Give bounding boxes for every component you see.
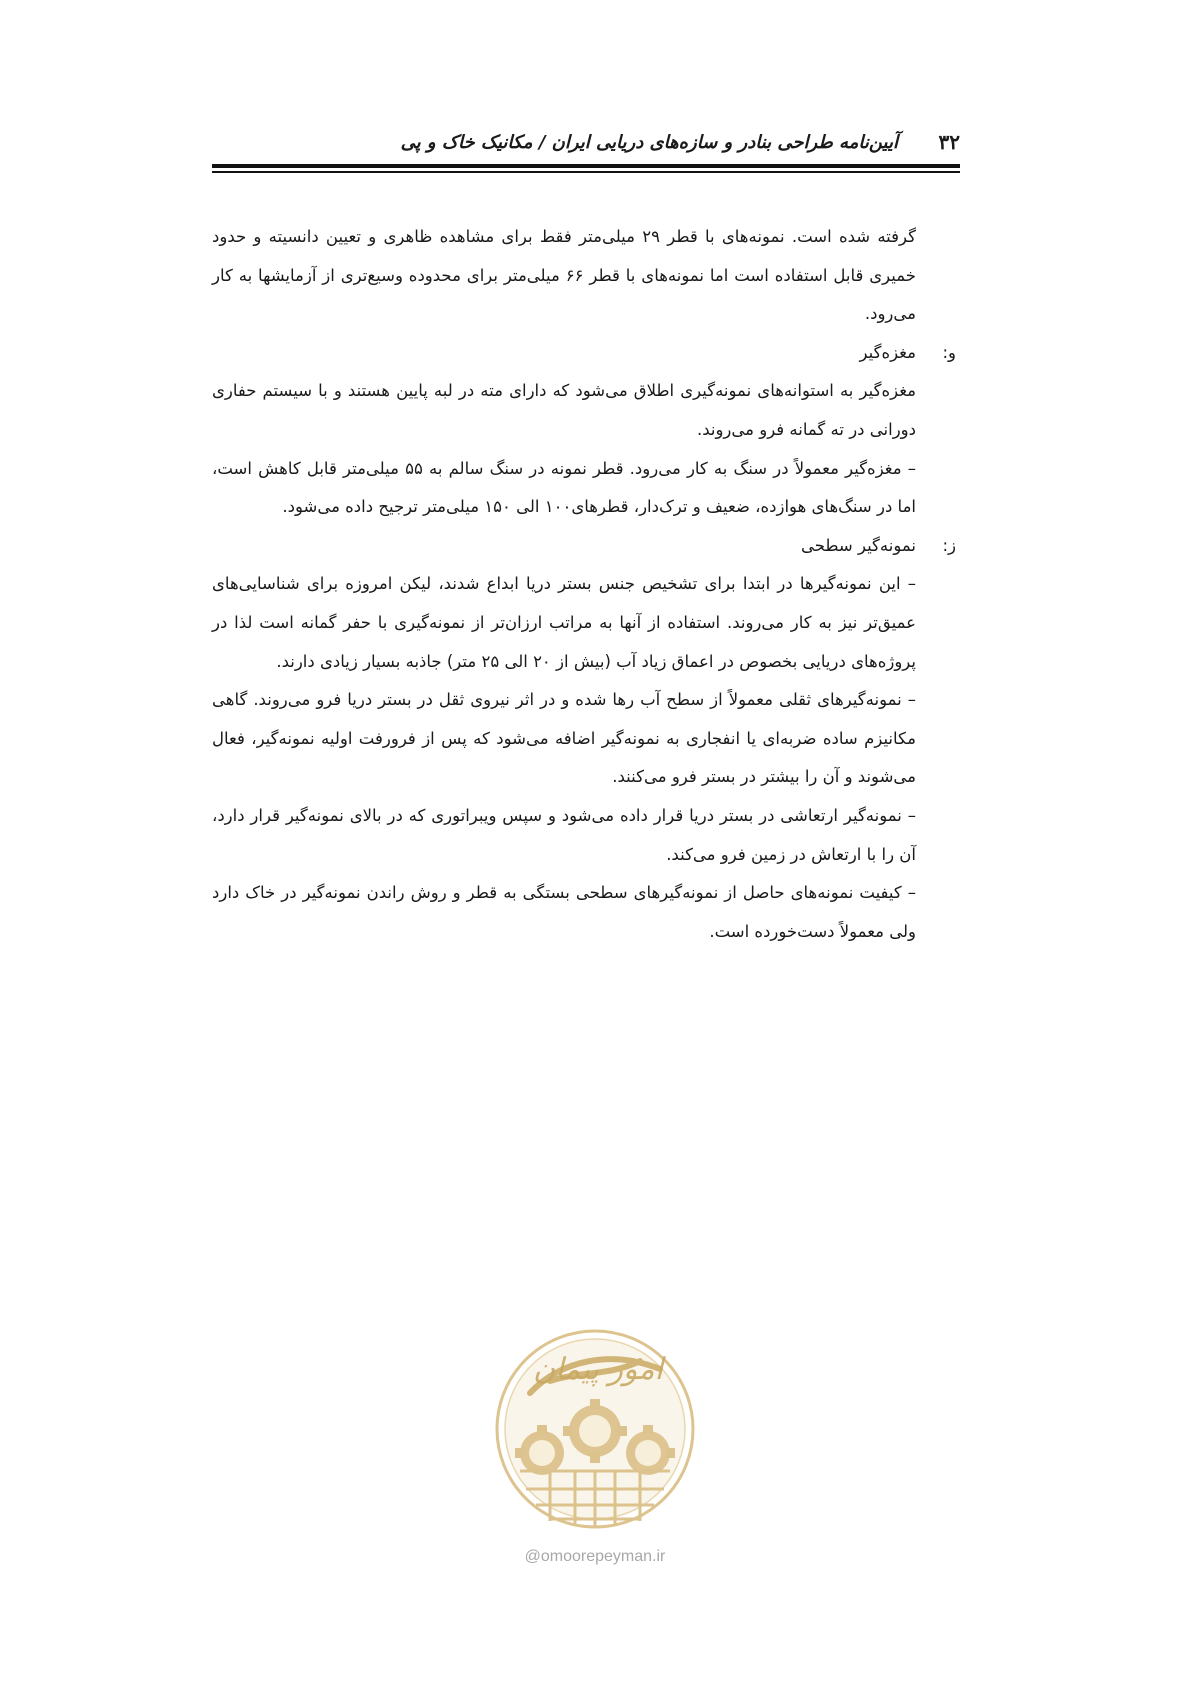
paragraph: – کیفیت نمونه‌های حاصل از نمونه‌گیرهای سطحی بستگی به قطر و روش راندن نمونه‌گیر در خاک دارد ولی معمولاً دست‌خورده است. <box>212 883 916 941</box>
header-rule-thin <box>212 171 960 173</box>
header-rule-thick <box>212 164 960 168</box>
section-title: مغزه‌گیر <box>859 342 916 362</box>
page-header <box>212 128 960 168</box>
paragraph: – این نمونه‌گیرها در ابتدا برای تشخیص جنس بستر دریا ابداع شدند، لیکن امروزه برای شناسایی‌های عمیق‌تر نیز به کار می‌روند. استفاده از آنها به مراتب ارزان‌تر از نمونه‌گیری با حفر گمانه است لذا در پروژه‌های دریایی بخصوص در اعماق زیاد آب (بیش از ۲۰ الی ۲۵ متر) جاذبه بسیار زیادی دارند. <box>212 574 916 671</box>
section-letter: و: <box>942 342 956 362</box>
paragraph: – نمونه‌گیر ارتعاشی در بستر دریا قرار داده می‌شود و سپس ویبراتوری که در بالای نمونه‌گیر قرار دارد، آن را با ارتعاش در زمین فرو می‌کند. <box>212 805 916 864</box>
paragraph: مغزه‌گیر به استوانه‌های نمونه‌گیری اطلاق می‌شود که دارای مته در لبه پایین هستند و با سیستم حفاری دورانی در ته گمانه فرو می‌روند. <box>212 381 916 439</box>
logo-seal-icon <box>490 1321 700 1551</box>
logo-text: امور پیمان <box>533 1352 663 1387</box>
paragraph: – مغزه‌گیر معمولاً در سنگ به کار می‌رود. قطر نمونه در سنگ سالم به ۵۵ میلی‌متر قابل کاهش است، اما در سنگ‌های هوازده، ضعیف و ترک‌دار، قطرهای۱۰۰ الی ۱۵۰ میلی‌متر ترجیح داده می‌شود. <box>212 458 916 517</box>
section-title: نمونه‌گیر سطحی <box>800 535 916 555</box>
body-text <box>212 218 956 951</box>
watermark-caption: @omoorepeyman.ir <box>524 1548 666 1565</box>
page-number: ۳۲ <box>938 130 960 154</box>
section-letter: ز: <box>942 535 956 555</box>
section-heading-surface-sampler <box>212 527 956 566</box>
paragraph: – نمونه‌گیرهای ثقلی معمولاً از سطح آب رها شده و در اثر نیروی ثقل در بستر دریا فرو می‌روند. گاهی مکانیزم ساده ضربه‌ای یا انفجاری به نمونه‌گیر اضافه می‌شود که پس از فرورفت اولیه نمونه‌گیر، فعال می‌شوند و آن را بیشتر در بستر فرو می‌کنند. <box>212 690 916 787</box>
paragraph: گرفته شده است. نمونه‌های با قطر ۲۹ میلی‌متر فقط برای مشاهده ظاهری و تعیین دانسیته و حدود خمیری قابل استفاده است اما نمونه‌های با قطر ۶۶ میلی‌متر برای محدوده وسیع‌تری از آزمایشها به کار می‌رود. <box>212 227 916 324</box>
watermark-logo <box>490 1321 700 1551</box>
section-heading-core-sampler <box>212 334 956 373</box>
running-title: آیین‌نامه طراحی بنادر و سازه‌های دریایی ایران / مکانیک خاک و پی <box>400 132 898 153</box>
